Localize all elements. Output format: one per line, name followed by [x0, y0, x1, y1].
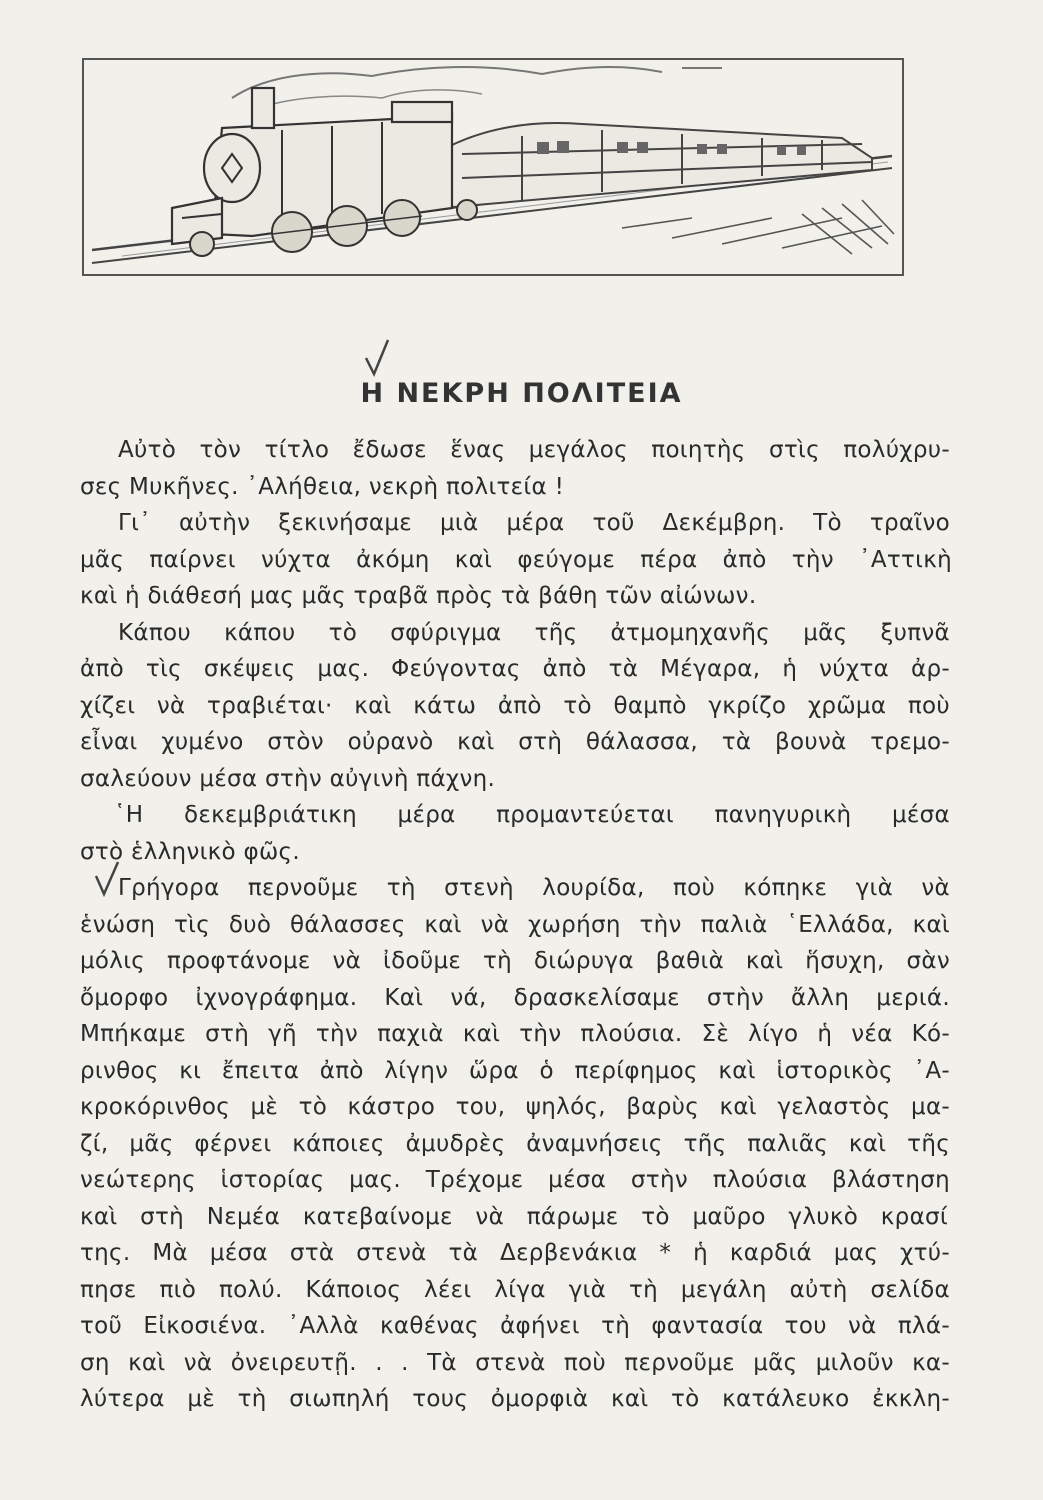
text-line: της. Μὰ μέσα στὰ στενὰ τὰ Δερβενάκια * ἡ καρδιά μας χτύ- [80, 1240, 950, 1266]
text-line: ση καὶ νὰ ὀνειρευτῇ. . . Τὰ στενὰ ποὺ περνοῦμε μᾶς μιλοῦν κα- [80, 1349, 950, 1376]
text-line: ἀπὸ τὶς σκέψεις μας. Φεύγοντας ἀπὸ τὰ Μέγαρα, ἡ νύχτα ἀρ- [80, 656, 950, 682]
pencil-checkmark-icon [362, 338, 392, 378]
text-line: χίζει νὰ τραβιέται· καὶ κάτω ἀπὸ τὸ θαμπὸ γκρίζο χρῶμα ποὺ [80, 692, 950, 719]
text-line: ρινθος κι ἔπειτα ἀπὸ λίγην ὥρα ὁ περίφημος καὶ ἱστορικὸς ᾿Α- [80, 1057, 950, 1084]
text-line: σες Μυκῆνες. ᾿Αλήθεια, νεκρὴ πολιτεία ! [80, 473, 565, 500]
body-text [80, 432, 952, 1418]
text-line: Γρήγορα περνοῦμε τὴ στενὴ λουρίδα, ποὺ κόπηκε γιὰ νὰ [118, 875, 950, 901]
text-line: κροκόρινθος μὲ τὸ κάστρο του, ψηλός, βαρὺς καὶ γελαστὸς μα- [80, 1094, 950, 1120]
text-line: σαλεύουν μέσα στὴν αὐγινὴ πάχνη. [80, 765, 496, 792]
text-line: μόλις προφτάνομε νὰ ἰδοῦμε τὴ διώρυγα βαθιὰ καὶ ἥσυχη, σὰν [80, 948, 950, 974]
text-line: ζί, μᾶς φέρνει κάποιες ἀμυδρὲς ἀναμνήσεις τῆς παλιᾶς καὶ τῆς [80, 1130, 950, 1157]
text-line: ἑνώση τὶς δυὸ θάλασσες καὶ νὰ χωρήση τὴν παλιὰ ῾Ελλάδα, καὶ [80, 911, 950, 938]
text-line: καὶ στὴ Νεμέα κατεβαίνομε νὰ πάρωμε τὸ μαῦρο γλυκὸ κρασί [80, 1203, 948, 1230]
text-line: Κάπου κάπου τὸ σφύριγμα τῆς ἀτμομηχανῆς μᾶς ξυπνᾶ [118, 619, 950, 646]
train-illustration [82, 58, 904, 276]
text-line: στὸ ἑλληνικὸ φῶς. [80, 838, 300, 865]
text-line: εἶναι χυμένο στὸν οὐρανὸ καὶ στὴ θάλασσα, τὰ βουνὰ τρεμο- [80, 729, 950, 755]
text-line: ῾Η δεκεμβριάτικη μέρα προμαντεύεται πανηγυρικὴ μέσα [114, 802, 950, 828]
text-line: νεώτερης ἱστορίας μας. Τρέχομε μέσα στὴν πλούσια βλάστηση [80, 1167, 950, 1193]
text-line: Γι᾿ αὐτὴν ξεκινήσαμε μιὰ μέρα τοῦ Δεκέμβρη. Τὸ τραῖνο [118, 510, 950, 536]
chapter-title: Η ΝΕΚΡΗ ΠΟΛΙΤΕΙΑ [360, 378, 683, 410]
text-line: πησε πιὸ πολύ. Κάποιος λέει λίγα γιὰ τὴ μεγάλη αὐτὴ σελίδα [80, 1276, 950, 1303]
text-line: καὶ ἡ διάθεσή μας μᾶς τραβᾶ πρὸς τὰ βάθη τῶν αἰώνων. [80, 583, 757, 609]
text-line: λύτερα μὲ τὴ σιωπηλή τους ὀμορφιὰ καὶ τὸ κατάλευκο ἐκκλη- [80, 1386, 950, 1412]
text-line: Μπήκαμε στὴ γῆ τὴν παχιὰ καὶ τὴν πλούσια. Σὲ λίγο ἡ νέα Κό- [80, 1021, 950, 1047]
text-line: ὄμορφο ἰχνογράφημα. Καὶ νά, δρασκελίσαμε στὴν ἄλλη μεριά. [80, 984, 950, 1011]
text-line: τοῦ Εἰκοσιένα. ᾿Αλλὰ καθένας ἀφήνει τὴ φαντασία του νὰ πλά- [80, 1313, 950, 1339]
text-line: Αὐτὸ τὸν τίτλο ἔδωσε ἕνας μεγάλος ποιητὴς στὶς πολύχρυ- [118, 437, 950, 463]
text-line: μᾶς παίρνει νύχτα ἀκόμη καὶ φεύγομε πέρα ἀπὸ τὴν ᾿Αττικὴ [80, 546, 952, 573]
